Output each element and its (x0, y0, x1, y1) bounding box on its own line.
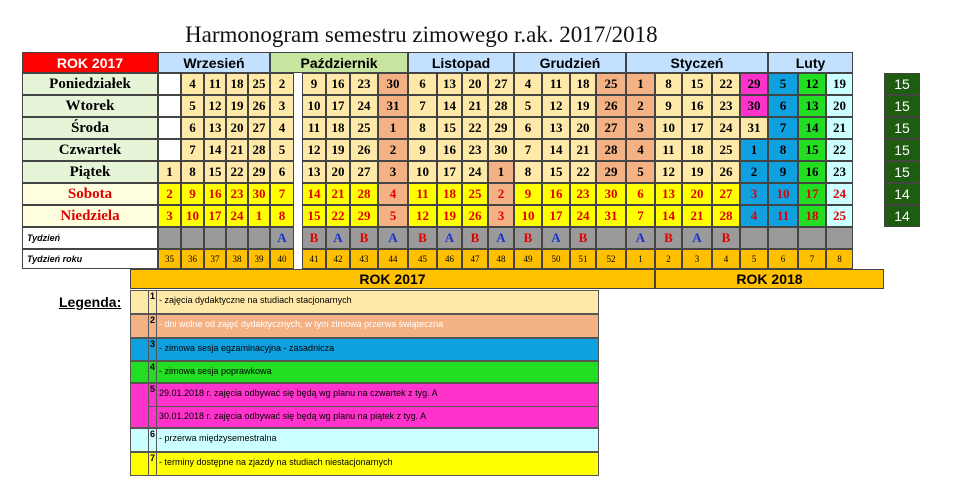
week-number-cell: 5 (740, 249, 768, 269)
day-count: 15 (884, 73, 920, 95)
day-label-3: Czwartek (22, 139, 158, 161)
day-cell: 21 (682, 205, 712, 227)
day-cell: 29 (596, 161, 626, 183)
day-cell: 30 (740, 95, 768, 117)
day-cell: 29 (350, 205, 378, 227)
day-cell: 31 (740, 117, 768, 139)
week-type-cell: A (682, 227, 712, 249)
day-cell: 2 (378, 139, 408, 161)
day-cell: 7 (626, 205, 655, 227)
month-header-0: Wrzesień (158, 52, 270, 73)
day-cell: 5 (626, 161, 655, 183)
day-cell: 1 (378, 117, 408, 139)
day-cell: 30 (596, 183, 626, 205)
legend-item (130, 290, 599, 314)
day-count: 15 (884, 139, 920, 161)
day-cell: 11 (408, 183, 437, 205)
day-cell: 8 (655, 73, 682, 95)
day-cell: 4 (181, 73, 204, 95)
week-type-cell (226, 227, 248, 249)
day-label-4: Piątek (22, 161, 158, 183)
day-cell: 25 (248, 73, 270, 95)
day-cell: 14 (204, 139, 226, 161)
day-cell: 3 (270, 95, 294, 117)
day-cell: 15 (302, 205, 326, 227)
week-type-cell (596, 227, 626, 249)
day-cell: 1 (740, 139, 768, 161)
legend-item (130, 383, 599, 428)
day-cell: 23 (350, 73, 378, 95)
day-cell: 11 (302, 117, 326, 139)
day-cell: 2 (626, 95, 655, 117)
week-type-cell: A (626, 227, 655, 249)
week-number-label: Tydzień roku (22, 249, 158, 269)
week-number-cell: 43 (350, 249, 378, 269)
day-cell: 26 (712, 161, 740, 183)
legend-number: 2 (148, 315, 157, 337)
legend-item (130, 338, 599, 361)
month-header-5: Luty (768, 52, 853, 73)
day-cell: 14 (437, 95, 462, 117)
week-type-cell: B (570, 227, 596, 249)
day-cell: 27 (712, 183, 740, 205)
week-number-cell: 36 (181, 249, 204, 269)
legend-divider (148, 406, 598, 407)
day-cell: 18 (570, 73, 596, 95)
day-cell: 21 (462, 95, 488, 117)
day-cell: 9 (302, 73, 326, 95)
day-cell: 23 (226, 183, 248, 205)
day-cell: 7 (408, 95, 437, 117)
day-cell: 20 (682, 183, 712, 205)
day-cell: 23 (570, 183, 596, 205)
legend-text: 30.01.2018 r. zajęcia odbywać się będą wg planu na piątek z tyg. A (159, 411, 427, 421)
day-count: 14 (884, 205, 920, 227)
legend-number: 4 (148, 362, 157, 382)
day-cell: 24 (350, 95, 378, 117)
week-type-cell: A (437, 227, 462, 249)
legend-text: - przerwa międzysemestralna (159, 433, 277, 443)
week-type-cell: A (270, 227, 294, 249)
page-title: Harmonogram semestru zimowego r.ak. 2017/2018 (185, 22, 658, 47)
day-cell: 16 (204, 183, 226, 205)
week-type-cell (204, 227, 226, 249)
day-cell: 2 (158, 183, 181, 205)
day-cell: 26 (596, 95, 626, 117)
day-cell: 12 (408, 205, 437, 227)
day-cell: 5 (514, 95, 542, 117)
day-cell: 13 (204, 117, 226, 139)
legend-text: 29.01.2018 r. zajęcia odbywać się będą wg planu na czwartek z tyg. A (159, 388, 438, 398)
day-cell: 19 (437, 205, 462, 227)
week-number-cell: 40 (270, 249, 294, 269)
week-type-cell (826, 227, 853, 249)
day-cell: 4 (626, 139, 655, 161)
legend-number: 6 (148, 429, 157, 451)
day-cell: 15 (798, 139, 826, 161)
week-number-cell: 45 (408, 249, 437, 269)
week-number-cell: 1 (626, 249, 655, 269)
day-cell: 26 (350, 139, 378, 161)
week-type-cell: A (488, 227, 514, 249)
week-number-cell: 44 (378, 249, 408, 269)
week-number-cell: 7 (798, 249, 826, 269)
week-type-cell: B (514, 227, 542, 249)
day-cell: 13 (655, 183, 682, 205)
day-cell: 15 (542, 161, 570, 183)
day-cell: 28 (488, 95, 514, 117)
day-cell: 19 (826, 73, 853, 95)
day-cell: 7 (514, 139, 542, 161)
day-cell: 18 (226, 73, 248, 95)
day-cell: 22 (826, 139, 853, 161)
day-cell: 27 (596, 117, 626, 139)
day-cell: 10 (181, 205, 204, 227)
week-number-cell: 47 (462, 249, 488, 269)
day-cell: 19 (226, 95, 248, 117)
day-cell: 24 (462, 161, 488, 183)
day-cell: 17 (437, 161, 462, 183)
day-cell: 6 (514, 117, 542, 139)
day-cell: 4 (514, 73, 542, 95)
day-cell: 9 (768, 161, 798, 183)
day-cell: 14 (798, 117, 826, 139)
day-cell: 17 (798, 183, 826, 205)
day-cell: 25 (596, 73, 626, 95)
day-count: 15 (884, 161, 920, 183)
day-cell: 10 (302, 95, 326, 117)
day-cell: 13 (437, 73, 462, 95)
day-count: 15 (884, 95, 920, 117)
week-type-cell: B (712, 227, 740, 249)
day-cell: 31 (378, 95, 408, 117)
week-number-cell: 41 (302, 249, 326, 269)
day-cell: 13 (542, 117, 570, 139)
week-number-cell: 51 (570, 249, 596, 269)
legend-title: Legenda: (59, 294, 122, 310)
day-cell: 18 (437, 183, 462, 205)
day-cell: 11 (655, 139, 682, 161)
day-cell: 20 (226, 117, 248, 139)
week-number-cell: 35 (158, 249, 181, 269)
day-cell: 22 (462, 117, 488, 139)
day-cell: 6 (270, 161, 294, 183)
week-type-cell (248, 227, 270, 249)
day-label-2: Środa (22, 117, 158, 139)
month-header-3: Grudzień (514, 52, 626, 73)
day-cell: 14 (655, 205, 682, 227)
day-cell: 29 (488, 117, 514, 139)
day-cell: 9 (655, 95, 682, 117)
day-cell: 19 (326, 139, 350, 161)
day-cell: 13 (798, 95, 826, 117)
day-cell: 31 (596, 205, 626, 227)
month-header-4: Styczeń (626, 52, 768, 73)
day-cell: 28 (596, 139, 626, 161)
day-cell: 27 (488, 73, 514, 95)
day-cell: 16 (437, 139, 462, 161)
day-cell: 14 (542, 139, 570, 161)
day-cell: 2 (740, 161, 768, 183)
year-2018-bar: ROK 2018 (655, 269, 884, 289)
week-type-cell (768, 227, 798, 249)
year-header: ROK 2017 (22, 52, 158, 73)
legend-text: - zimowa sesja egzaminacyjna - zasadnicza (159, 343, 335, 353)
day-cell: 17 (682, 117, 712, 139)
day-cell: 12 (302, 139, 326, 161)
week-type-cell (181, 227, 204, 249)
day-cell: 27 (350, 161, 378, 183)
week-type-cell: B (655, 227, 682, 249)
day-cell: 18 (682, 139, 712, 161)
day-cell: 12 (542, 95, 570, 117)
week-number-cell: 38 (226, 249, 248, 269)
day-cell: 12 (798, 73, 826, 95)
day-cell: 8 (768, 139, 798, 161)
day-cell: 25 (712, 139, 740, 161)
week-type-cell (798, 227, 826, 249)
legend-number: 3 (148, 339, 157, 360)
week-type-cell (740, 227, 768, 249)
day-cell: 20 (462, 73, 488, 95)
day-cell: 1 (158, 161, 181, 183)
day-count: 14 (884, 183, 920, 205)
day-cell: 21 (226, 139, 248, 161)
week-type-cell: B (302, 227, 326, 249)
day-cell: 3 (488, 205, 514, 227)
day-cell: 16 (326, 73, 350, 95)
day-cell: 16 (542, 183, 570, 205)
day-cell: 23 (462, 139, 488, 161)
month-header-2: Listopad (408, 52, 514, 73)
week-number-cell: 4 (712, 249, 740, 269)
day-cell (158, 95, 181, 117)
day-cell: 18 (326, 117, 350, 139)
day-cell: 3 (626, 117, 655, 139)
week-number-cell: 52 (596, 249, 626, 269)
day-cell: 20 (570, 117, 596, 139)
week-number-cell: 3 (682, 249, 712, 269)
day-cell: 22 (570, 161, 596, 183)
day-cell: 7 (768, 117, 798, 139)
legend-text: - zajęcia dydaktyczne na studiach stacjonarnych (159, 295, 352, 305)
day-cell: 24 (570, 205, 596, 227)
week-number-cell: 50 (542, 249, 570, 269)
day-cell: 3 (378, 161, 408, 183)
week-type-cell: B (350, 227, 378, 249)
day-cell: 6 (768, 95, 798, 117)
day-cell: 20 (826, 95, 853, 117)
week-type-cell: B (408, 227, 437, 249)
day-cell: 25 (350, 117, 378, 139)
week-number-cell: 42 (326, 249, 350, 269)
day-cell: 29 (248, 161, 270, 183)
day-cell: 8 (181, 161, 204, 183)
day-cell: 24 (712, 117, 740, 139)
day-cell: 9 (181, 183, 204, 205)
day-cell: 21 (826, 117, 853, 139)
day-cell: 10 (514, 205, 542, 227)
week-type-cell: A (378, 227, 408, 249)
day-cell: 30 (248, 183, 270, 205)
week-type-cell: B (462, 227, 488, 249)
week-type-label: Tydzień (22, 227, 158, 249)
day-cell: 2 (488, 183, 514, 205)
year-2017-bar: ROK 2017 (130, 269, 655, 289)
week-number-cell: 39 (248, 249, 270, 269)
day-cell: 17 (204, 205, 226, 227)
day-cell: 20 (326, 161, 350, 183)
day-cell (158, 73, 181, 95)
legend-number: 1 (148, 291, 157, 313)
day-cell: 5 (768, 73, 798, 95)
week-number-cell: 49 (514, 249, 542, 269)
week-number-cell: 48 (488, 249, 514, 269)
day-cell: 19 (570, 95, 596, 117)
day-cell: 22 (326, 205, 350, 227)
day-cell: 10 (408, 161, 437, 183)
day-cell: 1 (248, 205, 270, 227)
day-cell: 24 (226, 205, 248, 227)
legend-item (130, 428, 599, 452)
day-cell: 5 (181, 95, 204, 117)
day-cell: 2 (270, 73, 294, 95)
day-cell: 6 (626, 183, 655, 205)
day-cell: 30 (488, 139, 514, 161)
day-cell: 23 (826, 161, 853, 183)
week-number-cell: 37 (204, 249, 226, 269)
week-number-cell: 46 (437, 249, 462, 269)
day-cell: 6 (408, 73, 437, 95)
day-cell: 24 (826, 183, 853, 205)
week-number-cell: 8 (826, 249, 853, 269)
day-cell: 28 (248, 139, 270, 161)
day-cell: 1 (626, 73, 655, 95)
day-cell: 11 (542, 73, 570, 95)
day-cell: 5 (378, 205, 408, 227)
day-cell: 3 (740, 183, 768, 205)
day-cell: 15 (682, 73, 712, 95)
day-cell: 22 (226, 161, 248, 183)
day-cell: 30 (378, 73, 408, 95)
day-cell: 7 (270, 183, 294, 205)
week-type-cell: A (326, 227, 350, 249)
day-cell (158, 139, 181, 161)
week-number-cell: 6 (768, 249, 798, 269)
day-cell: 15 (204, 161, 226, 183)
day-cell: 14 (302, 183, 326, 205)
day-label-1: Wtorek (22, 95, 158, 117)
legend-number: 5 (148, 384, 157, 427)
day-cell: 17 (542, 205, 570, 227)
day-cell (158, 117, 181, 139)
day-cell: 9 (408, 139, 437, 161)
day-cell: 27 (248, 117, 270, 139)
day-cell: 25 (462, 183, 488, 205)
legend-text: - dni wolne od zajęć dydaktycznych, w tym zimowa przerwa świąteczna (159, 319, 444, 329)
day-label-5: Sobota (22, 183, 158, 205)
day-cell: 10 (655, 117, 682, 139)
day-cell: 23 (712, 95, 740, 117)
day-cell: 8 (270, 205, 294, 227)
day-cell: 8 (408, 117, 437, 139)
month-header-1: Październik (270, 52, 408, 73)
day-label-0: Poniedziałek (22, 73, 158, 95)
day-cell: 17 (326, 95, 350, 117)
day-cell: 29 (740, 73, 768, 95)
legend-number: 7 (148, 453, 157, 475)
day-cell: 15 (437, 117, 462, 139)
day-label-6: Niedziela (22, 205, 158, 227)
day-cell: 4 (270, 117, 294, 139)
day-cell: 26 (248, 95, 270, 117)
day-cell: 8 (514, 161, 542, 183)
day-cell: 6 (181, 117, 204, 139)
legend-item (130, 361, 599, 383)
day-cell: 12 (655, 161, 682, 183)
legend-text: - terminy dostępne na zjazdy na studiach niestacjonarnych (159, 457, 393, 467)
week-type-cell: A (542, 227, 570, 249)
day-cell: 22 (712, 73, 740, 95)
week-type-cell (158, 227, 181, 249)
day-cell: 21 (570, 139, 596, 161)
day-count: 15 (884, 117, 920, 139)
day-cell: 11 (204, 73, 226, 95)
day-cell: 25 (826, 205, 853, 227)
day-cell: 9 (514, 183, 542, 205)
day-cell: 7 (181, 139, 204, 161)
day-cell: 16 (798, 161, 826, 183)
week-number-cell: 2 (655, 249, 682, 269)
day-cell: 28 (350, 183, 378, 205)
day-cell: 12 (204, 95, 226, 117)
day-cell: 3 (158, 205, 181, 227)
day-cell: 13 (302, 161, 326, 183)
day-cell: 11 (768, 205, 798, 227)
day-cell: 4 (378, 183, 408, 205)
day-cell: 26 (462, 205, 488, 227)
day-cell: 10 (768, 183, 798, 205)
day-cell: 16 (682, 95, 712, 117)
legend-item (130, 452, 599, 476)
day-cell: 18 (798, 205, 826, 227)
day-cell: 21 (326, 183, 350, 205)
day-cell: 19 (682, 161, 712, 183)
legend-text: - zimowa sesja poprawkowa (159, 366, 272, 376)
day-cell: 5 (270, 139, 294, 161)
day-cell: 1 (488, 161, 514, 183)
day-cell: 4 (740, 205, 768, 227)
legend-item (130, 314, 599, 338)
day-cell: 28 (712, 205, 740, 227)
